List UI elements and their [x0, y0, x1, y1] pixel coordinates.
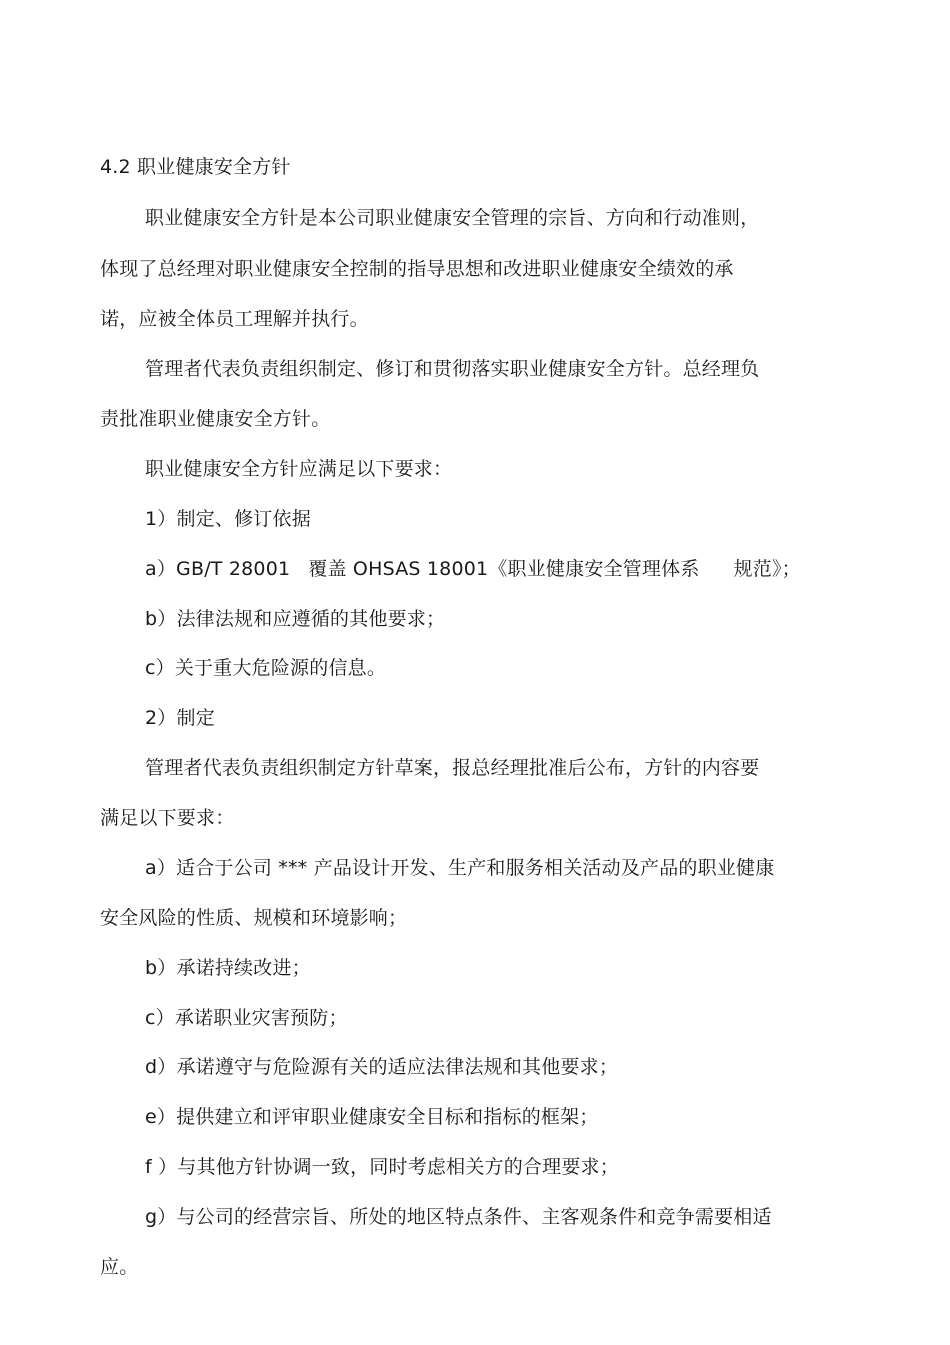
list-item-part: a）GB/T 28001 [145, 558, 291, 580]
section-heading: 4.2 职业健康安全方针 [100, 156, 291, 178]
paragraph-line: 职业健康安全方针是本公司职业健康安全管理的宗旨、方向和行动准则， [145, 207, 760, 229]
paragraph-line: 管理者代表负责组织制定、修订和贯彻落实职业健康安全方针。总经理负 [145, 358, 760, 380]
list-item: e）提供建立和评审职业健康安全目标和指标的框架； [145, 1106, 599, 1128]
paragraph-line: 体现了总经理对职业健康安全控制的指导思想和改进职业健康安全绩效的承 [100, 258, 734, 280]
list-item: c）承诺职业灾害预防； [145, 1007, 348, 1029]
paragraph-line: 责批准职业健康安全方针。 [100, 408, 331, 430]
list-item: b）法律法规和应遵循的其他要求； [145, 608, 446, 630]
paragraph-line: 满足以下要求： [100, 807, 235, 829]
list-item-part: 规范》； [733, 558, 801, 580]
list-item-part: 覆盖 OHSAS 18001《职业健康安全管理体系 [308, 558, 700, 580]
list-item-continuation: 应。 [100, 1256, 139, 1278]
list-item: c）关于重大危险源的信息。 [145, 657, 387, 679]
list-item: d）承诺遵守与危险源有关的适应法律法规和其他要求； [145, 1056, 619, 1078]
paragraph-line: 管理者代表负责组织制定方针草案，报总经理批准后公布，方针的内容要 [145, 757, 760, 779]
list-item [145, 557, 801, 581]
paragraph-line: 诺，应被全体员工理解并执行。 [100, 308, 369, 330]
list-heading: 2）制定 [145, 707, 215, 729]
list-item: a）适合于公司 *** 产品设计开发、生产和服务相关活动及产品的职业健康 [145, 857, 775, 879]
list-heading: 1）制定、修订依据 [145, 508, 311, 530]
list-item: g）与公司的经营宗旨、所处的地区特点条件、主客观条件和竞争需要相适 [145, 1206, 772, 1228]
paragraph-line: 职业健康安全方针应满足以下要求： [145, 458, 453, 480]
list-item: f ）与其他方针协调一致，同时考虑相关方的合理要求； [145, 1156, 619, 1178]
list-item: b）承诺持续改进； [145, 957, 311, 979]
list-item-continuation: 安全风险的性质、规模和环境影响； [100, 907, 408, 929]
